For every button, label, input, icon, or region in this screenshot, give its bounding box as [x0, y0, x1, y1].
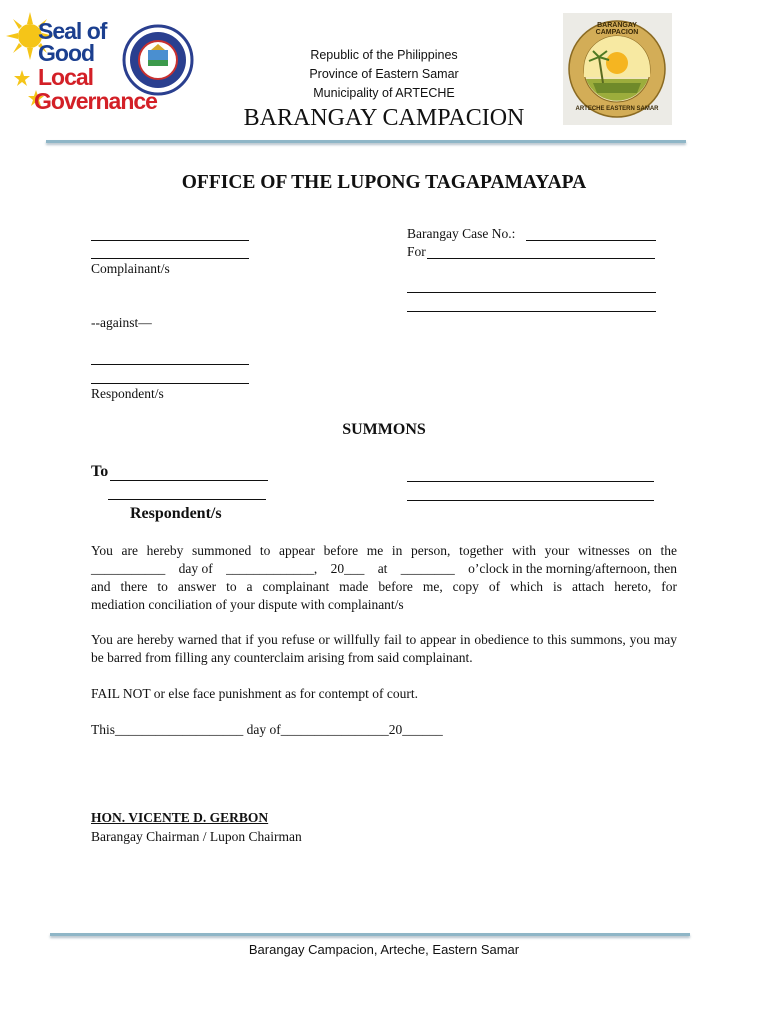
header-country: Republic of the Philippines — [310, 48, 458, 62]
seal-text-line4: Governance — [34, 88, 157, 114]
respondent-line-2 — [91, 383, 249, 384]
footer-address: Barangay Campacion, Arteche, Eastern Samar — [248, 942, 520, 957]
p1-at: at — [377, 561, 388, 576]
p1-blank-1: ___________ — [91, 561, 166, 576]
p1-day-of: day of — [178, 561, 213, 576]
header-province: Province of Eastern Samar — [309, 67, 459, 81]
paragraph-1-line-d: mediation conciliation of your dispute with complainant/s — [91, 597, 404, 612]
signatory-title: Barangay Chairman / Lupon Chairman — [91, 829, 302, 844]
header-divider — [46, 140, 686, 143]
for-line-3 — [407, 311, 656, 312]
for-line-2 — [407, 292, 656, 293]
seal-text-line2: Good — [38, 40, 95, 66]
p1-year: 20___ — [330, 561, 365, 576]
p1-blank-2: _____________, — [226, 561, 318, 576]
summons-title: SUMMONS — [342, 421, 426, 438]
p1-rest: o’clock in the morning/afternoon, then — [468, 561, 677, 576]
respondent-label: Respondent/s — [91, 386, 164, 401]
paragraph-3: FAIL NOT or else face punishment as for contempt of court. — [91, 686, 419, 701]
complainant-line-1 — [91, 240, 249, 241]
address-line-1 — [407, 481, 654, 482]
to-line-1 — [110, 480, 268, 481]
header-municipality: Municipality of ARTECHE — [313, 86, 455, 100]
this-day-line: This___________________ day of________________20______ — [91, 722, 443, 737]
address-line-2 — [407, 500, 654, 501]
seal-of-good-governance-logo — [6, 8, 196, 118]
to-label: To — [91, 463, 109, 480]
case-no-label: Barangay Case No.: — [407, 226, 516, 241]
seal-text-line3: Local — [38, 64, 94, 90]
summons-respondent-label: Respondent/s — [130, 505, 222, 522]
complainant-label: Complainant/s — [91, 261, 170, 276]
to-line-2 — [108, 499, 266, 500]
paragraph-2: You are hereby warned that if you refuse or willfully fail to appear in obedience to this summons, you may be barred from filling any counterclaim arising from said complainant. — [91, 632, 677, 665]
footer-divider — [50, 933, 690, 936]
signatory-name: HON. VICENTE D. GERBON — [91, 810, 269, 825]
case-no-line — [526, 240, 656, 241]
respondent-line-1 — [91, 364, 249, 365]
barangay-campacion-seal — [563, 13, 672, 125]
paragraph-1-line-a: You are hereby summoned to appear before me in person, together with your witnesses on the — [91, 543, 677, 558]
paragraph-1-line-c: and there to answer to a complainant made before me, copy of which is attach hereto, for — [91, 579, 677, 594]
seal-text-line1: Seal of — [38, 18, 107, 44]
complainant-line-2 — [91, 258, 249, 259]
office-title: OFFICE OF THE LUPONG TAGAPAMAYAPA — [181, 172, 587, 193]
barangay-seal-ring-top: BARANGAY CAMPACION — [595, 22, 639, 36]
p1-blank-3: ________ — [400, 561, 455, 576]
paragraph-1-line-b — [91, 560, 677, 578]
for-line-1 — [427, 258, 655, 259]
for-label: For — [407, 244, 426, 259]
barangay-seal-ring-bottom: ARTECHE EASTERN SAMAR — [575, 106, 659, 112]
header-barangay: BARANGAY CAMPACION — [243, 105, 525, 131]
against-label: --against— — [91, 315, 152, 330]
